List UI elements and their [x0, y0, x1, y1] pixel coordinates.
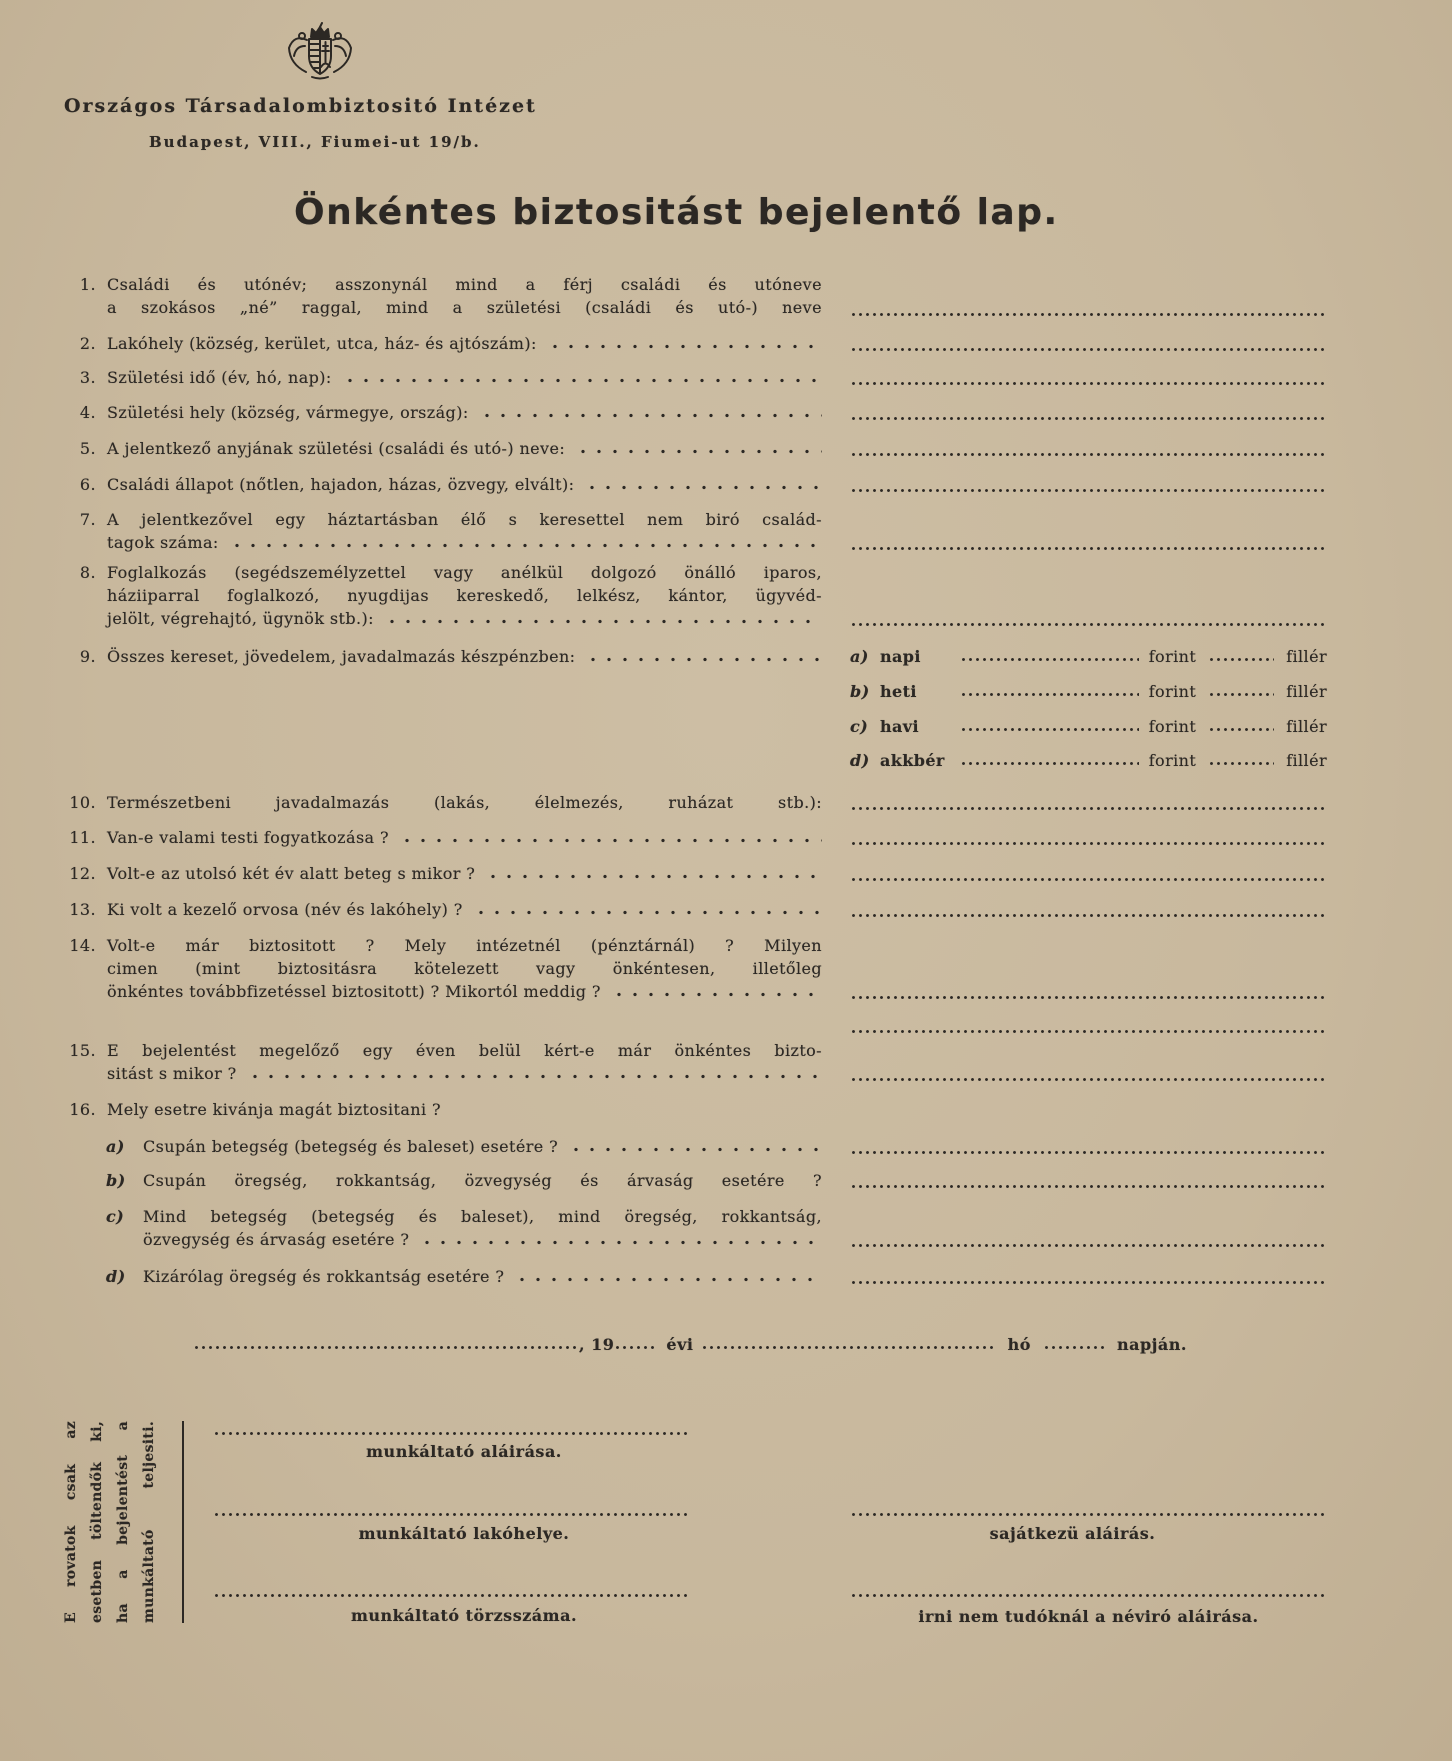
- option-text: özvegység és árvaság esetére ?: [143, 1230, 410, 1249]
- question-text: Van-e valami testi fogyatkozása ?: [107, 828, 389, 847]
- leader-dots: [611, 992, 822, 997]
- employer-registry-label: munkáltató törzsszáma.: [350, 1606, 578, 1625]
- answer-line-1: [850, 312, 1327, 317]
- earnings-row-piecework: [850, 749, 1327, 772]
- earnings-period: napi: [880, 647, 921, 666]
- institute-address: Budapest, VIII., Fiumei-ut 19/b.: [149, 133, 481, 151]
- item-number: 3.: [79, 368, 96, 387]
- year-blank: [614, 1345, 658, 1350]
- employer-signature-label: munkáltató aláirása.: [366, 1442, 562, 1461]
- note-line: munkáltató teljesiti.: [141, 1421, 157, 1623]
- employer-section-note: [58, 1421, 162, 1623]
- answer-line-13: [850, 913, 1327, 918]
- leader-dots: [419, 1240, 822, 1245]
- leader-dots: [575, 449, 822, 454]
- question-line: a szokásos „né” raggal, mind a születési (családi és utó-) neve: [107, 298, 822, 317]
- answer-line-10: [850, 806, 1327, 811]
- earnings-letter: b): [850, 682, 870, 701]
- answer-line-15: [850, 1077, 1327, 1082]
- item-number: 9.: [79, 647, 96, 666]
- item-number: 8.: [79, 563, 96, 582]
- answer-line-4: [850, 416, 1327, 421]
- item-number: 13.: [69, 900, 96, 919]
- question-text: jelölt, végrehajtó, ügynök stb.):: [107, 609, 374, 628]
- item-number: 7.: [79, 510, 96, 529]
- employer-residence-label: munkáltató lakóhelye.: [358, 1524, 570, 1543]
- question-text: Családi állapot (nőtlen, hajadon, házas, özvegy, elvált):: [107, 475, 575, 494]
- note-line: ha a bejelentést a: [115, 1421, 131, 1623]
- answer-line-11: [850, 841, 1327, 846]
- answer-line-8: [850, 622, 1327, 627]
- item-question: [107, 332, 822, 355]
- leader-dots: [479, 413, 822, 418]
- earnings-period: akkbér: [880, 751, 945, 770]
- question-line: Foglalkozás (segédszemélyzettel vagy anélkül dolgozó önálló iparos,: [107, 563, 822, 582]
- item-question: [107, 508, 822, 554]
- item-number: 4.: [79, 403, 96, 422]
- item-question: [107, 645, 822, 668]
- page-title: Önkéntes biztositást bejelentő lap.: [294, 192, 1059, 233]
- option-line: Mind betegség (betegség és baleset), mind öregség, rokkantság,: [143, 1207, 822, 1226]
- institute-name: Országos Társadalombiztositó Intézet: [64, 95, 537, 117]
- leader-dots: [547, 344, 822, 349]
- month-word: hó: [1007, 1335, 1031, 1354]
- earnings-period: heti: [880, 682, 917, 701]
- answer-line-16b: [850, 1184, 1327, 1189]
- coat-of-arms-icon: [284, 22, 356, 82]
- question-line: [107, 898, 822, 921]
- item-number: 15.: [69, 1041, 96, 1060]
- earnings-filler-blank: [1208, 727, 1274, 732]
- note-line: E rovatok csak az: [63, 1421, 79, 1623]
- earnings-row-daily: [850, 645, 1327, 668]
- question-text: önkéntes továbbfizetéssel biztositott) ? Mikortól meddig ?: [107, 982, 601, 1001]
- earnings-period: havi: [880, 717, 919, 736]
- date-line: [193, 1333, 1187, 1356]
- answer-line-14: [850, 995, 1327, 1000]
- item-question: [107, 791, 822, 814]
- item-question: [107, 862, 822, 885]
- proxy-signature-label: irni nem tudóknál a néviró aláirása.: [918, 1607, 1259, 1626]
- question-text: Születési hely (község, vármegye, ország):: [107, 403, 469, 422]
- earnings-letter: c): [850, 717, 869, 736]
- item-question: [107, 401, 822, 424]
- question-line: [107, 531, 822, 554]
- proxy-signature-blank: [850, 1593, 1327, 1598]
- option-line: [143, 1228, 822, 1251]
- question-text: sitást s mikor ?: [107, 1064, 237, 1083]
- question-line: [107, 645, 822, 668]
- earnings-filler-blank: [1208, 761, 1274, 766]
- item-question: [107, 366, 822, 389]
- question-line: [107, 862, 822, 885]
- answer-line-7: [850, 546, 1327, 551]
- earnings-subunit: fillér: [1286, 682, 1327, 701]
- question-text: Lakóhely (község, kerület, utca, ház- és ajtószám):: [107, 334, 537, 353]
- leader-dots: [399, 838, 822, 843]
- option-letter: b): [106, 1171, 126, 1190]
- day-word: napján.: [1116, 1335, 1187, 1354]
- question-line: Volt-e már biztositott ? Mely intézetnél (pénztárnál) ? Milyen: [107, 936, 822, 955]
- option-question: [143, 1205, 822, 1251]
- item-question: [107, 826, 822, 849]
- question-line: A jelentkezővel egy háztartásban élő s keresettel nem biró család-: [107, 510, 822, 529]
- earnings-forint-blank: [960, 657, 1139, 662]
- item-question: [107, 934, 822, 1003]
- employer-signature-blank: [213, 1431, 691, 1436]
- item-question: [107, 1039, 822, 1085]
- answer-line-16a: [850, 1150, 1327, 1155]
- answer-line-12: [850, 877, 1327, 882]
- question-line: [107, 401, 822, 424]
- question-line: E bejelentést megelőző egy éven belül kért-e már önkéntes bizto-: [107, 1041, 822, 1060]
- question-text: A jelentkező anyjának születési (családi és utó-) neve:: [107, 439, 566, 458]
- question-line: [107, 473, 822, 496]
- item-question: [107, 561, 822, 630]
- earnings-filler-blank: [1208, 692, 1274, 697]
- earnings-subunit: fillér: [1286, 647, 1327, 666]
- leader-dots: [473, 910, 822, 915]
- item-number: 2.: [79, 334, 96, 353]
- leader-dots: [585, 657, 822, 662]
- item-number: 6.: [79, 475, 96, 494]
- day-blank: [1043, 1345, 1107, 1350]
- year-word: évi: [666, 1335, 694, 1354]
- question-line: Mely esetre kivánja magát biztositani ?: [107, 1100, 441, 1119]
- employer-registry-blank: [213, 1593, 691, 1598]
- option-question: [143, 1265, 822, 1288]
- question-text: Összes kereset, jövedelem, javadalmazás készpénzben:: [107, 647, 576, 666]
- note-line: esetben töltendők ki,: [89, 1421, 105, 1623]
- earnings-forint-blank: [960, 692, 1139, 697]
- leader-dots: [229, 543, 822, 548]
- item-number: 11.: [69, 828, 96, 847]
- earnings-currency: forint: [1148, 647, 1197, 666]
- item-number: 12.: [69, 864, 96, 883]
- earnings-row-weekly: [850, 680, 1327, 703]
- question-line: Családi és utónév; asszonynál mind a férj családi és utóneve: [107, 275, 822, 294]
- leader-dots: [568, 1147, 822, 1152]
- question-line: Természetbeni javadalmazás (lakás, élelmezés, ruházat stb.):: [107, 793, 822, 812]
- earnings-currency: forint: [1148, 717, 1197, 736]
- question-line: cimen (mint biztositásra kötelezett vagy önkéntesen, illetőleg: [107, 959, 822, 978]
- question-line: [107, 980, 822, 1003]
- earnings-filler-blank: [1208, 657, 1274, 662]
- option-line: [143, 1265, 822, 1288]
- leader-dots: [485, 874, 822, 879]
- question-text: tagok száma:: [107, 533, 219, 552]
- option-question: [143, 1169, 822, 1192]
- item-question: [107, 437, 822, 460]
- item-question: [107, 1098, 822, 1121]
- item-number: 1.: [79, 275, 96, 294]
- item-number: 5.: [79, 439, 96, 458]
- answer-line-2: [850, 347, 1327, 352]
- leader-dots: [247, 1074, 822, 1079]
- earnings-subunit: fillér: [1286, 717, 1327, 736]
- option-letter: c): [106, 1207, 125, 1226]
- answer-line-6: [850, 488, 1327, 493]
- item-question: [107, 273, 822, 319]
- option-line: Csupán öregség, rokkantság, özvegység és árvaság esetére ?: [143, 1171, 822, 1190]
- question-line: háziiparral foglalkozó, nyugdijas kereskedő, lelkész, kántor, ügyvéd-: [107, 586, 822, 605]
- earnings-row-monthly: [850, 715, 1327, 738]
- option-text: Csupán betegség (betegség és baleset) esetére ?: [143, 1137, 559, 1156]
- place-blank: [193, 1345, 579, 1350]
- option-letter: a): [106, 1137, 125, 1156]
- option-line: [143, 1135, 822, 1158]
- item-number: 16.: [69, 1100, 96, 1119]
- answer-line-5: [850, 452, 1327, 457]
- earnings-forint-blank: [960, 727, 1139, 732]
- answer-line-3: [850, 381, 1327, 386]
- earnings-currency: forint: [1148, 751, 1197, 770]
- question-line: [107, 437, 822, 460]
- leader-dots: [384, 619, 822, 624]
- applicant-signature-blank: [850, 1512, 1327, 1517]
- question-line: [107, 826, 822, 849]
- question-line: [107, 332, 822, 355]
- answer-line-14-extra: [850, 1029, 1327, 1034]
- earnings-subunit: fillér: [1286, 751, 1327, 770]
- leader-dots: [342, 378, 822, 383]
- question-line: [107, 607, 822, 630]
- item-question: [107, 473, 822, 496]
- section-divider: [182, 1421, 184, 1623]
- question-line: [107, 366, 822, 389]
- applicant-signature-label: sajátkezü aláirás.: [989, 1524, 1156, 1543]
- earnings-letter: d): [850, 751, 870, 770]
- answer-line-16c: [850, 1243, 1327, 1248]
- year-prefix: , 19: [579, 1335, 615, 1354]
- item-question: [107, 898, 822, 921]
- earnings-forint-blank: [960, 761, 1139, 766]
- item-number: 14.: [69, 936, 96, 955]
- item-number: 10.: [69, 793, 96, 812]
- question-text: Születési idő (év, hó, nap):: [107, 368, 332, 387]
- leader-dots: [584, 485, 822, 490]
- option-question: [143, 1135, 822, 1158]
- question-text: Volt-e az utolsó két év alatt beteg s mikor ?: [107, 864, 476, 883]
- question-line: [107, 1062, 822, 1085]
- earnings-currency: forint: [1148, 682, 1197, 701]
- earnings-letter: a): [850, 647, 869, 666]
- option-letter: d): [106, 1267, 126, 1286]
- answer-line-16d: [850, 1280, 1327, 1285]
- question-text: Ki volt a kezelő orvosa (név és lakóhely) ?: [107, 900, 463, 919]
- employer-residence-blank: [213, 1512, 691, 1517]
- leader-dots: [514, 1277, 822, 1282]
- option-text: Kizárólag öregség és rokkantság esetére ?: [143, 1267, 505, 1286]
- month-blank: [701, 1345, 995, 1350]
